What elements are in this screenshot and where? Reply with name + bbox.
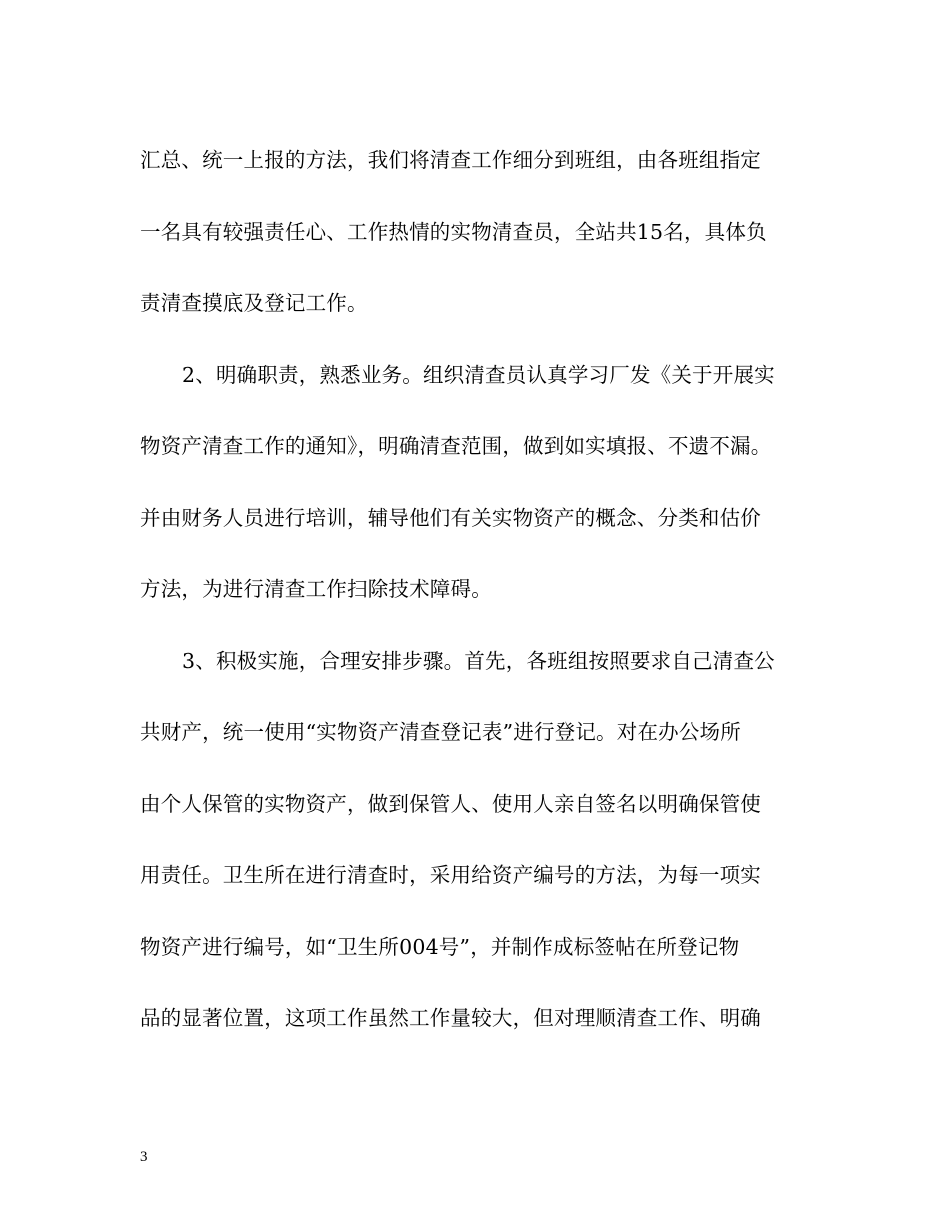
text-line: 2、明确职责，熟悉业务。组织清查员认真学习厂发《关于开展实	[182, 363, 775, 387]
text-line: 3、积极实施，合理安排步骤。首先，各班组按照要求自己清查公	[182, 649, 775, 673]
text-line: 物资产清查工作的通知》，明确清查范围，做到如实填报、不遗不漏。	[140, 434, 772, 458]
text-line: 共财产，统一使用“实物资产清查登记表”进行登记。对在办公场所	[140, 720, 741, 744]
text-line: 由个人保管的实物资产，做到保管人、使用人亲自签名以明确保管使	[140, 792, 761, 816]
text-line: 汇总、统一上报的方法，我们将清查工作细分到班组，由各班组指定	[140, 148, 761, 172]
text-line: 方法，为进行清查工作扫除技术障碍。	[140, 577, 492, 601]
text-line: 用责任。卫生所在进行清查时，采用给资产编号的方法，为每一项实	[140, 863, 761, 887]
text-line: 责清查摸底及登记工作。	[140, 291, 368, 315]
text-line: 并由财务人员进行培训，辅导他们有关实物资产的概念、分类和估价	[140, 506, 761, 530]
page-number: 3	[140, 1149, 148, 1165]
text-line: 物资产进行编号，如“卫生所004号”，并制作成标签帖在所登记物	[140, 935, 740, 959]
text-line: 一名具有较强责任心、工作热情的实物清查员，全站共15名，具体负	[140, 220, 767, 244]
text-line: 品的显著位置，这项工作虽然工作量较大，但对理顺清查工作、明确	[140, 1006, 761, 1030]
